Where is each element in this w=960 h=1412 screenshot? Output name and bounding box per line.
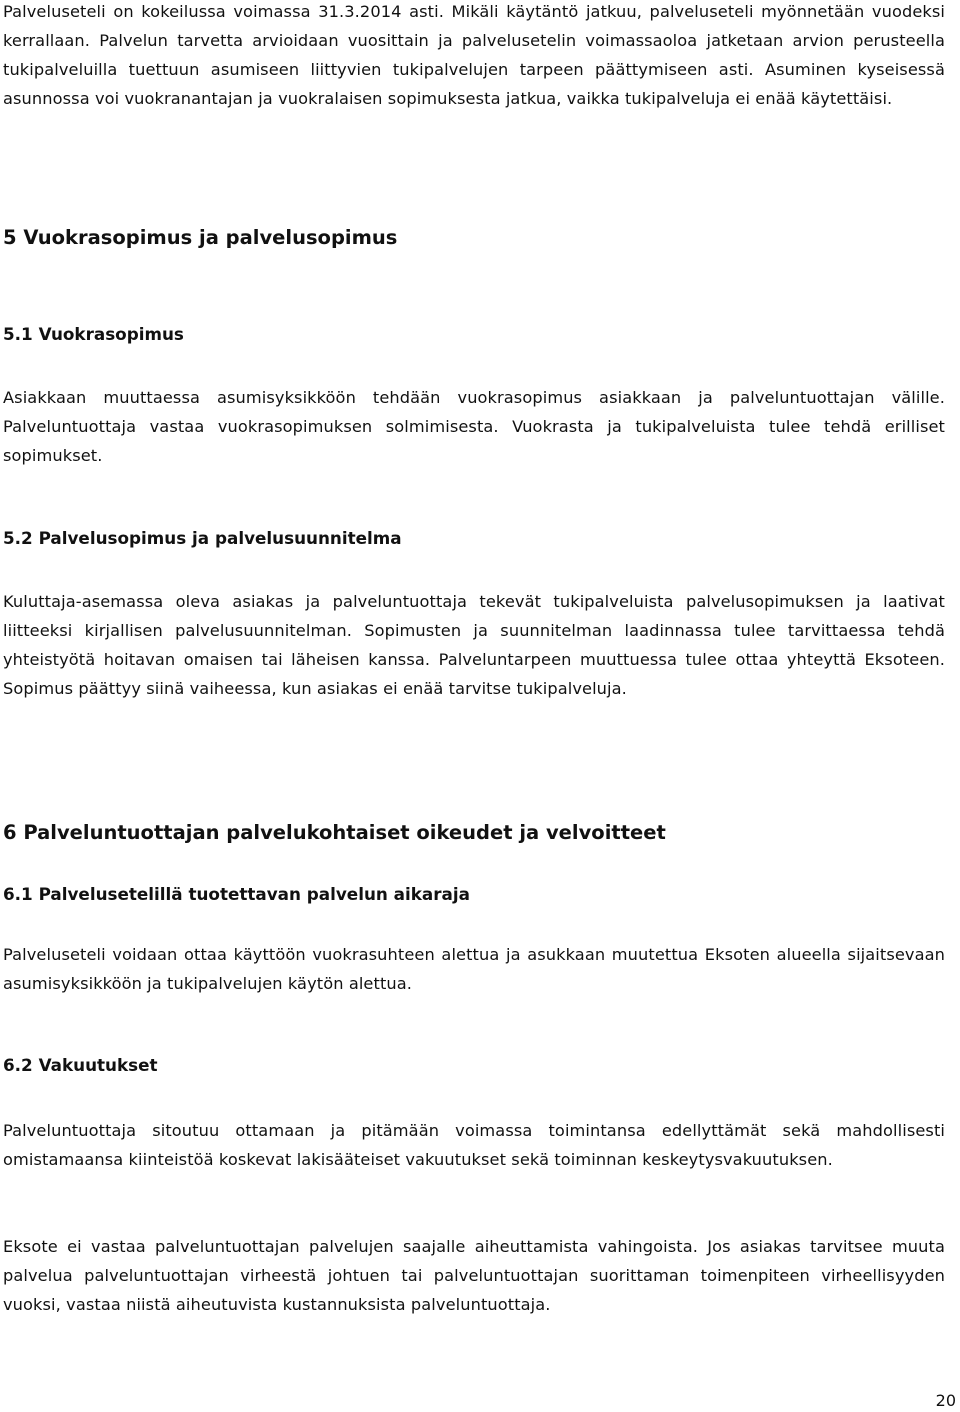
section-6-2-heading: 6.2 Vakuutukset: [3, 1055, 158, 1075]
section-6-heading: 6 Palveluntuottajan palvelukohtaiset oikeudet ja velvoitteet: [3, 821, 666, 844]
section-5-heading: 5 Vuokrasopimus ja palvelusopimus: [3, 226, 398, 249]
intro-paragraph: Palveluseteli on kokeilussa voimassa 31.3.2014 asti. Mikäli käytäntö jatkuu, palveluseteli myönnetään vuodeksi kerrallaan. Palvelun tarvetta arvioidaan vuosittain ja palvelusetelin voimassaoloa jatketaan arvion perusteella tukipalveluilla tuettuun asumiseen liittyvien tukipalvelujen tarpeen päättymiseen asti. Asuminen kyseisessä asunnossa voi vuokranantajan ja vuokralaisen sopimuksesta jatkua, vaikka tukipalveluja ei enää käytettäisi.: [3, 2, 945, 108]
section-5-2-heading: 5.2 Palvelusopimus ja palvelusuunnitelma: [3, 528, 402, 548]
section-5-1-paragraph: Asiakkaan muuttaessa asumisyksikköön tehdään vuokrasopimus asiakkaan ja palveluntuottajan välille. Palveluntuottaja vastaa vuokrasopimuksen solmimisesta. Vuokrasta ja tukipalveluista tulee tehdä erilliset sopimukset.: [3, 388, 945, 465]
section-6-1-heading: 6.1 Palvelusetelillä tuotettavan palvelun aikaraja: [3, 884, 470, 904]
section-5-1-heading: 5.1 Vuokrasopimus: [3, 324, 184, 344]
section-6-1-paragraph: Palveluseteli voidaan ottaa käyttöön vuokrasuhteen alettua ja asukkaan muutettua Eksoten alueella sijaitsevaan asumisyksikköön ja tukipalvelujen käytön alettua.: [3, 945, 945, 993]
section-5-2-paragraph: Kuluttaja-asemassa oleva asiakas ja palveluntuottaja tekevät tukipalveluista palvelusopimuksen ja laativat liitteeksi kirjallisen palvelusuunnitelman. Sopimusten ja suunnitelman laadinnassa tulee tarvittaessa tehdä yhteistyötä hoitavan omaisen tai läheisen kanssa. Palveluntarpeen muuttuessa tulee ottaa yhteyttä Eksoteen. Sopimus päättyy siinä vaiheessa, kun asiakas ei enää tarvitse tukipalveluja.: [3, 592, 945, 698]
section-6-2-paragraph-1: Palveluntuottaja sitoutuu ottamaan ja pitämään voimassa toimintansa edellyttämät sekä mahdollisesti omistamaansa kiinteistöä koskevat lakisääteiset vakuutukset sekä toiminnan keskeytysvakuutuksen.: [3, 1121, 945, 1169]
section-6-2-paragraph-2: Eksote ei vastaa palveluntuottajan palvelujen saajalle aiheuttamista vahingoista. Jos asiakas tarvitsee muuta palvelua palveluntuottajan virheestä johtuen tai palveluntuottajan suorittaman toimenpiteen virheellisyyden vuoksi, vastaa niistä aiheutuvista kustannuksista palveluntuottaja.: [3, 1237, 945, 1314]
page-number: 20: [935, 1391, 956, 1410]
